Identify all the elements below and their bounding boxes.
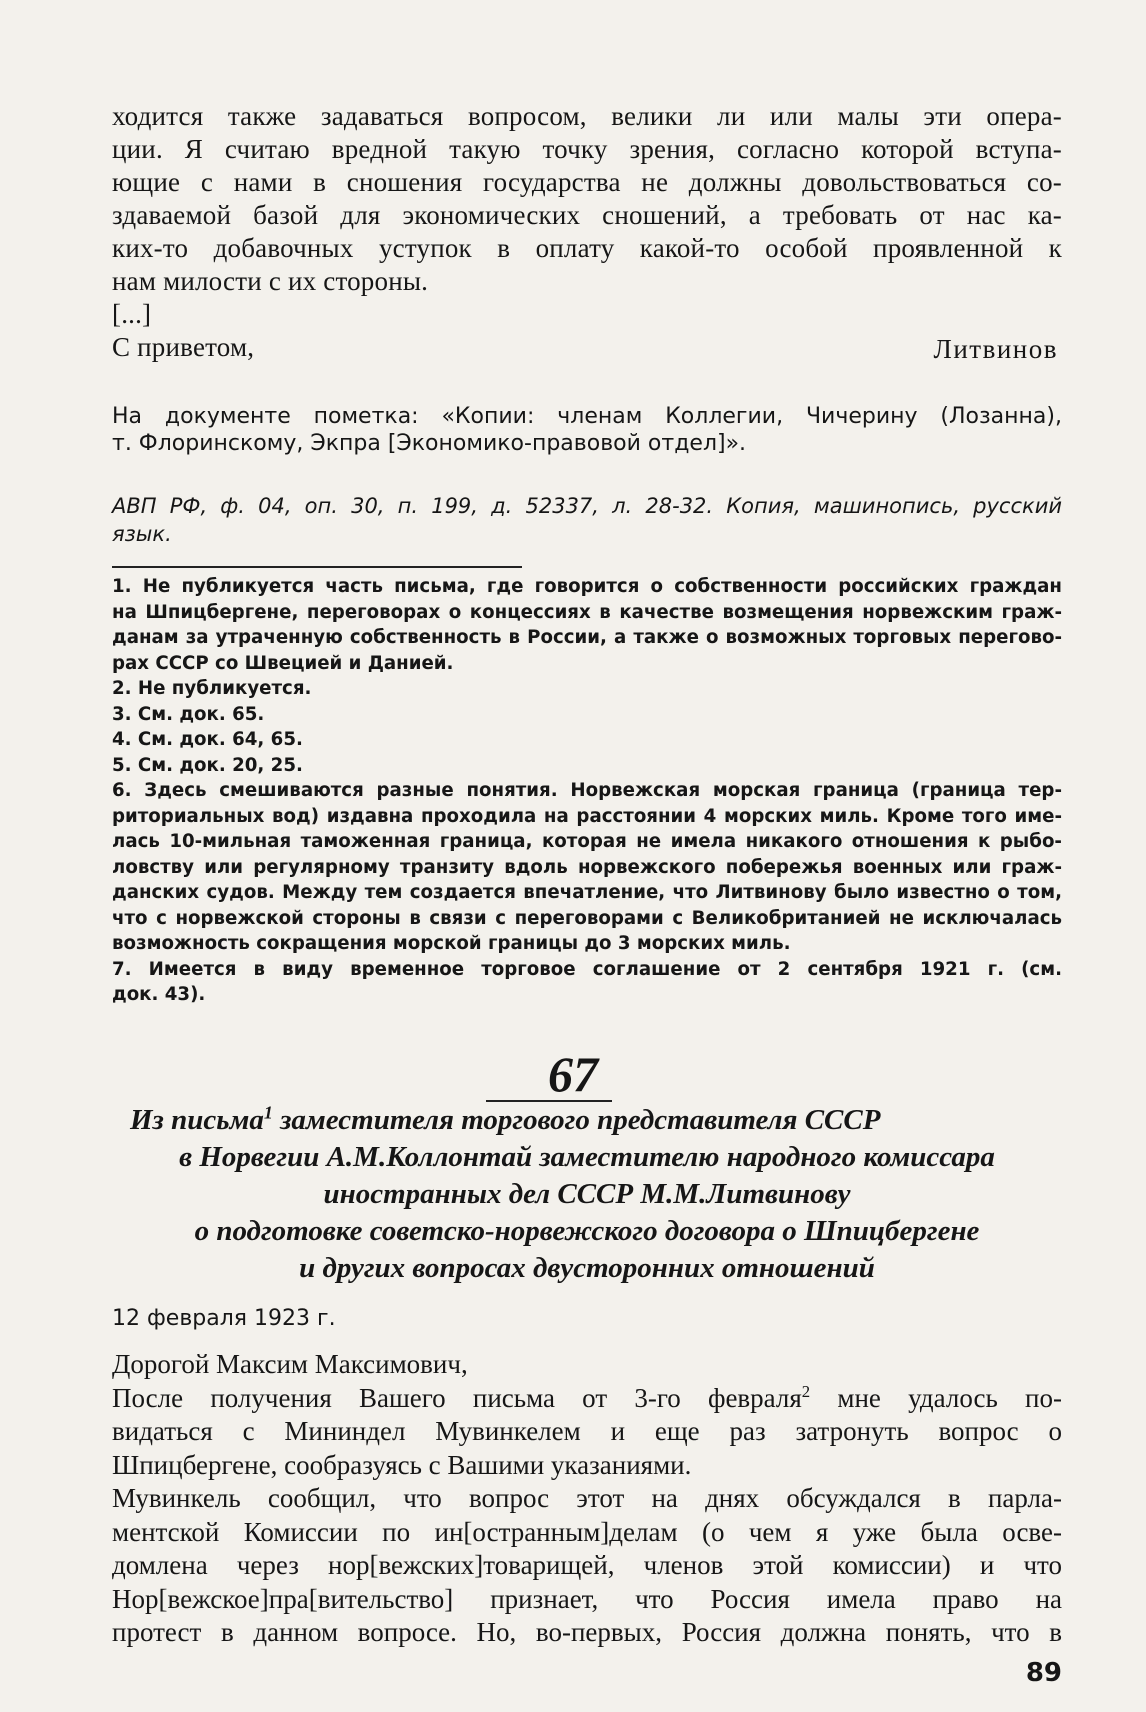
archive-line: АВП РФ, ф. 04, оп. 30, п. 199, д. 52337, л. 28-32. Копия, машинопись, русский <box>112 494 1062 518</box>
footnote-line: что с норвежской стороны в связи с переговорами с Великобританией не исключалась <box>112 907 1062 929</box>
text-line: видаться с Мининдел Мувинкелем и еще раз затронуть вопрос о <box>112 1416 1062 1446</box>
text-line: ции. Я считаю вредной такую точку зрения, согласно которой вступа- <box>112 134 1062 164</box>
footnote-line: на Шпицбергене, переговорах о концессиях в качестве возмещения норвежским граж- <box>112 601 1062 623</box>
salutation: Дорогой Максим Максимович, <box>112 1349 468 1379</box>
footnote-line: риториальных вод) издавна проходила на расстоянии 4 морских миль. Кроме того име- <box>112 805 1062 827</box>
footnote-line: 2. Не публикуется. <box>112 678 312 699</box>
text-line: Мувинкель сообщил, что вопрос этот на днях обсуждался в парла- <box>112 1483 1062 1513</box>
text-line: ких-то добавочных уступок в оплату какой-то особой проявленной к <box>112 233 1062 263</box>
footnote-line: лась 10-мильная таможенная граница, которая не имела никакого отношения к рыбо- <box>112 831 1062 852</box>
text-line: домлена через нор[вежских]товарищей, членов этой комиссии) и что <box>112 1550 1062 1580</box>
text-line: здаваемой базой для экономических сношений, а требовать от нас ка- <box>112 200 1062 230</box>
footnote-line: 1. Не публикуется часть письма, где говорится о собственности российских граждан <box>112 576 1062 597</box>
footnote-line: 4. См. док. 64, 65. <box>112 729 303 750</box>
page-number: 89 <box>1025 1658 1062 1688</box>
document-date: 12 февраля 1923 г. <box>112 1306 336 1331</box>
footnote-ref: 1 <box>263 1102 273 1123</box>
document-note <box>112 403 1062 457</box>
heading-line: в Норвегии А.М.Коллонтай заместителю народного комиссара <box>179 1141 995 1173</box>
footnotes <box>112 574 1062 1008</box>
closing: С приветом, <box>112 332 255 362</box>
letter-continuation <box>112 100 1062 364</box>
footnote-line: 6. Здесь смешиваются разные понятия. Норвежская морская граница (граница тер- <box>112 780 1062 801</box>
footnote-line: рах СССР со Швецией и Данией. <box>112 652 454 674</box>
footnote-line: ловству или регулярному транзиту вдоль норвежского побережья военных или граж- <box>112 856 1062 878</box>
archive-line: язык. <box>112 522 172 546</box>
document-heading <box>112 1102 1062 1287</box>
footnote-line: 5. См. док. 20, 25. <box>112 754 303 776</box>
note-line: На документе пометка: «Копии: членам Коллегии, Чичерину (Лозанна), <box>112 404 1062 429</box>
footnote-ref: 2 <box>801 1381 811 1401</box>
omission-mark: [...] <box>112 299 152 329</box>
footnote-line: данских судов. Между тем создается впечатление, что Литвинову было известно о том, <box>112 882 1062 903</box>
heading-line: и других вопросах двусторонних отношений <box>299 1252 875 1284</box>
archive-reference <box>112 492 1062 548</box>
footnote-line: 3. См. док. 65. <box>112 703 265 725</box>
signature: Литвинов <box>933 334 1058 364</box>
text-line: Нор[вежское]пра[вительство] признает, что Россия имела право на <box>112 1583 1062 1614</box>
footnote-line: док. 43). <box>112 984 206 1005</box>
text-line: протест в данном вопросе. Но, во-первых, Россия должна понять, что в <box>112 1617 1062 1647</box>
footnote-line: 7. Имеется в виду временное торговое соглашение от 2 сентября 1921 г. (см. <box>112 958 1062 980</box>
footnote-line: данам за утраченную собственность в России, а также о возможных торговых перегово- <box>112 627 1062 648</box>
footnote-divider <box>112 566 522 568</box>
heading-line: о подготовке советско-норвежского договора о Шпицбергене <box>194 1215 980 1247</box>
text-line: После получения Вашего письма от 3-го февраля$^2$ мне удалось по- <box>112 1381 1062 1413</box>
heading-line: иностранных дел СССР М.М.Литвинову <box>323 1178 851 1210</box>
text-line: нам милости с их стороны. <box>112 266 429 296</box>
note-line: т. Флоринскому, Экпра [Экономико-правовой отдел]». <box>112 431 747 456</box>
footnote-line: возможность сокращения морской границы до 3 морских миль. <box>112 933 791 954</box>
heading-line: Из письма$^1$ заместителя торгового представителя СССР <box>130 1102 881 1136</box>
text-line: ющие с нами в сношения государства не должны довольствоваться со- <box>112 167 1062 197</box>
letter-body <box>112 1348 1062 1650</box>
document-number: 67 <box>548 1046 598 1102</box>
text-line: Шпицбергене, сообразуясь с Вашими указаниями. <box>112 1449 692 1480</box>
text-line: ментской Комиссии по ин[остранным]делам (о чем я уже была осве- <box>112 1516 1062 1547</box>
text-line: ходится также задаваться вопросом, велики ли или малы эти опера- <box>112 101 1062 131</box>
